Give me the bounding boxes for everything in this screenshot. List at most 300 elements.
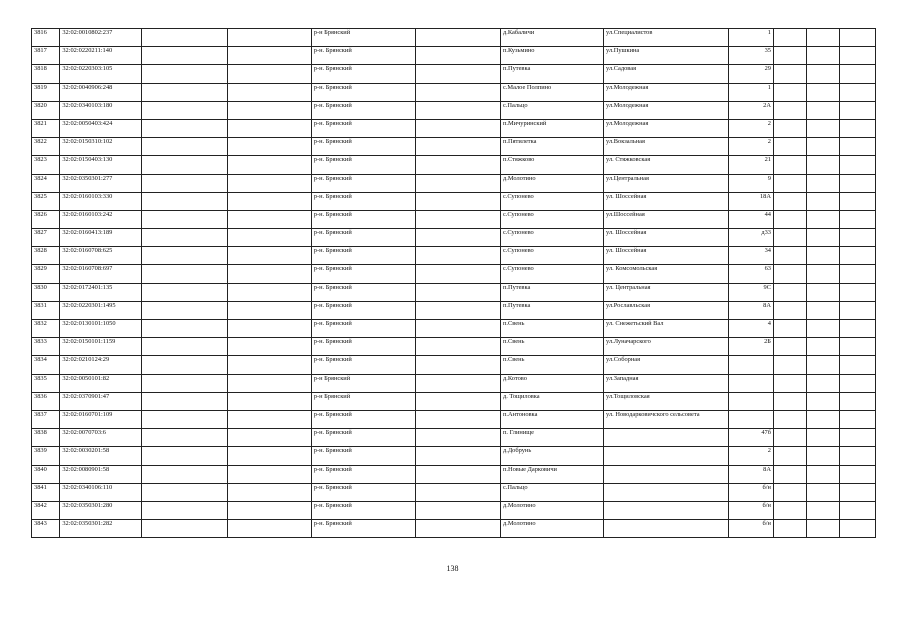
cell-empty (773, 47, 806, 65)
cell-row-number: 3830 (32, 283, 60, 301)
cell-street: ул.Специалистов (604, 29, 729, 47)
cell-house-number: б/н (728, 520, 773, 538)
table-row (32, 501, 876, 519)
cell-house-number: 47б (728, 429, 773, 447)
property-register-table (31, 28, 876, 538)
cell-empty (227, 83, 311, 101)
cell-house-number: 35 (728, 47, 773, 65)
cell-settlement: д.Добрунь (500, 447, 603, 465)
cell-row-number: 3823 (32, 156, 60, 174)
cell-empty (227, 392, 311, 410)
cell-settlement: п.Пятилетка (500, 138, 603, 156)
cell-empty (416, 47, 501, 65)
cell-street: ул. Стяжковская (604, 156, 729, 174)
cell-empty (141, 156, 227, 174)
cell-empty (227, 483, 311, 501)
cell-empty (839, 483, 875, 501)
cell-empty (806, 247, 839, 265)
cell-street: ул. Снежетьский Вал (604, 320, 729, 338)
cell-district: р-н. Брянский (311, 356, 415, 374)
table-row (32, 47, 876, 65)
cell-empty (773, 374, 806, 392)
cell-empty (839, 520, 875, 538)
cell-empty (806, 374, 839, 392)
cell-empty (806, 320, 839, 338)
cell-row-number: 3832 (32, 320, 60, 338)
cell-district: р-н. Брянский (311, 320, 415, 338)
cell-settlement: д. Тощиловка (500, 392, 603, 410)
cell-empty (227, 338, 311, 356)
cell-empty (416, 320, 501, 338)
cell-district: р-н. Брянский (311, 520, 415, 538)
cell-district: р-н. Брянский (311, 429, 415, 447)
cell-empty (227, 174, 311, 192)
cell-empty (773, 320, 806, 338)
table-row (32, 101, 876, 119)
cell-settlement: п.Новые Дарковичи (500, 465, 603, 483)
cell-empty (416, 501, 501, 519)
cell-district: р-н. Брянский (311, 301, 415, 319)
table-row (32, 283, 876, 301)
cell-empty (806, 429, 839, 447)
table-row (32, 247, 876, 265)
table-row (32, 119, 876, 137)
cell-settlement: п.Антоновка (500, 410, 603, 428)
cell-empty (773, 156, 806, 174)
cell-empty (773, 465, 806, 483)
cell-empty (141, 138, 227, 156)
cell-empty (839, 192, 875, 210)
cell-empty (839, 174, 875, 192)
cell-settlement: с.Супонево (500, 229, 603, 247)
cell-street: ул.Соборная (604, 356, 729, 374)
cell-house-number: 2Б (728, 338, 773, 356)
cell-empty (806, 265, 839, 283)
cell-settlement: п.Свень (500, 338, 603, 356)
cell-empty (773, 210, 806, 228)
cell-empty (839, 138, 875, 156)
cell-empty (806, 283, 839, 301)
cell-empty (227, 119, 311, 137)
table-row (32, 374, 876, 392)
cell-row-number: 3817 (32, 47, 60, 65)
cell-empty (227, 410, 311, 428)
cell-empty (773, 429, 806, 447)
cell-street: ул. Шоссейная (604, 192, 729, 210)
cell-cadastral-number: 32:02:0160103:330 (60, 192, 142, 210)
cell-street (604, 501, 729, 519)
cell-street: ул. Комсомольская (604, 265, 729, 283)
table-row (32, 156, 876, 174)
cell-street: ул.Садовая (604, 65, 729, 83)
cell-empty (141, 501, 227, 519)
cell-house-number: 9 (728, 174, 773, 192)
cell-empty (227, 356, 311, 374)
cell-district: р-н. Брянский (311, 501, 415, 519)
cell-district: р-н. Брянский (311, 174, 415, 192)
cell-empty (141, 229, 227, 247)
cell-settlement: п.Путевка (500, 65, 603, 83)
cell-empty (416, 447, 501, 465)
cell-row-number: 3819 (32, 83, 60, 101)
cell-cadastral-number: 32:02:0160103:242 (60, 210, 142, 228)
cell-empty (773, 247, 806, 265)
cell-row-number: 3826 (32, 210, 60, 228)
cell-empty (773, 338, 806, 356)
cell-empty (141, 101, 227, 119)
cell-district: р-н Брянский (311, 374, 415, 392)
cell-empty (227, 247, 311, 265)
cell-empty (806, 520, 839, 538)
cell-house-number: 44 (728, 210, 773, 228)
table-row (32, 465, 876, 483)
cell-empty (227, 465, 311, 483)
cell-empty (773, 65, 806, 83)
table-row (32, 265, 876, 283)
cell-empty (839, 247, 875, 265)
cell-street: ул.Тощиловская (604, 392, 729, 410)
cell-row-number: 3841 (32, 483, 60, 501)
cell-empty (773, 229, 806, 247)
table-row (32, 320, 876, 338)
cell-street: ул.Западная (604, 374, 729, 392)
cell-empty (839, 47, 875, 65)
cell-empty (227, 501, 311, 519)
cell-empty (773, 410, 806, 428)
cell-house-number: 63 (728, 265, 773, 283)
cell-empty (416, 119, 501, 137)
cell-street: ул. Центральная (604, 283, 729, 301)
cell-empty (227, 320, 311, 338)
cell-empty (141, 119, 227, 137)
cell-empty (227, 229, 311, 247)
table-row (32, 192, 876, 210)
cell-empty (141, 174, 227, 192)
cell-empty (839, 301, 875, 319)
cell-cadastral-number: 32:02:0130101:1050 (60, 320, 142, 338)
cell-empty (806, 138, 839, 156)
cell-row-number: 3820 (32, 101, 60, 119)
cell-empty (773, 483, 806, 501)
cell-row-number: 3816 (32, 29, 60, 47)
cell-district: р-н. Брянский (311, 65, 415, 83)
cell-empty (416, 374, 501, 392)
cell-empty (141, 247, 227, 265)
cell-cadastral-number: 32:02:0150310:102 (60, 138, 142, 156)
cell-empty (773, 101, 806, 119)
cell-empty (839, 356, 875, 374)
cell-district: р-н Брянский (311, 392, 415, 410)
cell-cadastral-number: 32:02:0220301:1495 (60, 301, 142, 319)
table-row (32, 520, 876, 538)
cell-empty (141, 192, 227, 210)
cell-cadastral-number: 32:02:0350301:282 (60, 520, 142, 538)
cell-empty (227, 374, 311, 392)
cell-settlement: д.Кабаличи (500, 29, 603, 47)
cell-empty (839, 265, 875, 283)
cell-cadastral-number: 32:02:0150403:130 (60, 156, 142, 174)
cell-row-number: 3831 (32, 301, 60, 319)
cell-row-number: 3838 (32, 429, 60, 447)
cell-house-number: д33 (728, 229, 773, 247)
cell-empty (839, 501, 875, 519)
cell-row-number: 3822 (32, 138, 60, 156)
cell-empty (806, 392, 839, 410)
cell-settlement: п.Путевка (500, 283, 603, 301)
cell-street: ул.Вокзальная (604, 138, 729, 156)
cell-district: р-н. Брянский (311, 156, 415, 174)
table-row (32, 174, 876, 192)
cell-row-number: 3839 (32, 447, 60, 465)
cell-cadastral-number: 32:02:0010802:237 (60, 29, 142, 47)
cell-empty (227, 29, 311, 47)
cell-street: ул.Луначарского (604, 338, 729, 356)
cell-empty (773, 392, 806, 410)
cell-street (604, 465, 729, 483)
page-number: 138 (446, 564, 459, 573)
cell-settlement: с.Супонево (500, 247, 603, 265)
cell-empty (839, 29, 875, 47)
cell-empty (806, 83, 839, 101)
cell-empty (141, 320, 227, 338)
cell-district: р-н. Брянский (311, 192, 415, 210)
cell-empty (806, 356, 839, 374)
cell-empty (806, 501, 839, 519)
cell-house-number: 9С (728, 283, 773, 301)
cell-district: р-н. Брянский (311, 247, 415, 265)
cell-empty (839, 374, 875, 392)
cell-house-number: 2А (728, 101, 773, 119)
table-row (32, 410, 876, 428)
cell-empty (806, 229, 839, 247)
cell-cadastral-number: 32:02:0350301:280 (60, 501, 142, 519)
cell-house-number: 2 (728, 119, 773, 137)
cell-empty (227, 429, 311, 447)
cell-empty (839, 465, 875, 483)
cell-empty (141, 392, 227, 410)
table-row (32, 29, 876, 47)
cell-empty (839, 119, 875, 137)
cell-empty (141, 520, 227, 538)
cell-district: р-н. Брянский (311, 229, 415, 247)
table-row (32, 429, 876, 447)
cell-district: р-н. Брянский (311, 338, 415, 356)
cell-settlement: п. Глинище (500, 429, 603, 447)
cell-house-number: 1 (728, 83, 773, 101)
cell-empty (806, 338, 839, 356)
cell-empty (141, 47, 227, 65)
cell-empty (141, 429, 227, 447)
table-row (32, 356, 876, 374)
cell-empty (141, 29, 227, 47)
cell-district: р-н Брянский (311, 29, 415, 47)
cell-empty (141, 283, 227, 301)
cell-cadastral-number: 32:02:0160701:109 (60, 410, 142, 428)
cell-cadastral-number: 32:02:0220303:105 (60, 65, 142, 83)
table-row (32, 65, 876, 83)
cell-empty (806, 65, 839, 83)
cell-district: р-н. Брянский (311, 119, 415, 137)
cell-empty (806, 301, 839, 319)
cell-house-number: б/н (728, 501, 773, 519)
cell-cadastral-number: 32:02:0340106:110 (60, 483, 142, 501)
cell-empty (416, 483, 501, 501)
cell-cadastral-number: 32:02:0030201:58 (60, 447, 142, 465)
cell-empty (416, 101, 501, 119)
cell-cadastral-number: 32:02:0080901:58 (60, 465, 142, 483)
cell-empty (806, 29, 839, 47)
cell-empty (416, 65, 501, 83)
cell-empty (806, 410, 839, 428)
cell-empty (416, 338, 501, 356)
cell-empty (773, 301, 806, 319)
cell-empty (839, 283, 875, 301)
cell-cadastral-number: 32:02:0160413:189 (60, 229, 142, 247)
cell-cadastral-number: 32:02:0160708:697 (60, 265, 142, 283)
cell-row-number: 3833 (32, 338, 60, 356)
cell-settlement: д.Молотино (500, 501, 603, 519)
cell-empty (806, 174, 839, 192)
cell-house-number: 34 (728, 247, 773, 265)
cell-empty (416, 392, 501, 410)
cell-empty (227, 301, 311, 319)
cell-empty (416, 174, 501, 192)
cell-empty (806, 447, 839, 465)
cell-house-number (728, 410, 773, 428)
cell-empty (773, 192, 806, 210)
cell-empty (141, 83, 227, 101)
cell-cadastral-number: 32:02:0340103:180 (60, 101, 142, 119)
cell-house-number: 2 (728, 138, 773, 156)
cell-empty (773, 119, 806, 137)
cell-empty (839, 429, 875, 447)
cell-cadastral-number: 32:02:0040906:248 (60, 83, 142, 101)
cell-settlement: с.Супонево (500, 265, 603, 283)
cell-empty (773, 520, 806, 538)
table-row (32, 138, 876, 156)
cell-empty (416, 156, 501, 174)
cell-empty (806, 192, 839, 210)
cell-street (604, 520, 729, 538)
cell-house-number: 21 (728, 156, 773, 174)
cell-empty (773, 83, 806, 101)
cell-settlement: п.Путевка (500, 301, 603, 319)
cell-row-number: 3843 (32, 520, 60, 538)
cell-empty (416, 247, 501, 265)
cell-house-number: 18А (728, 192, 773, 210)
cell-cadastral-number: 32:02:0220211:140 (60, 47, 142, 65)
cell-empty (773, 29, 806, 47)
cell-district: р-н. Брянский (311, 483, 415, 501)
cell-empty (227, 138, 311, 156)
cell-settlement: д.Молотино (500, 520, 603, 538)
table-row (32, 210, 876, 228)
cell-street: ул.Молодежная (604, 119, 729, 137)
cell-house-number: 1 (728, 29, 773, 47)
cell-empty (806, 210, 839, 228)
cell-district: р-н. Брянский (311, 138, 415, 156)
cell-empty (227, 447, 311, 465)
cell-district: р-н. Брянский (311, 283, 415, 301)
cell-empty (141, 465, 227, 483)
cell-empty (839, 229, 875, 247)
cell-district: р-н. Брянский (311, 101, 415, 119)
cell-settlement: с.Супонево (500, 192, 603, 210)
cell-settlement: с.Супонево (500, 210, 603, 228)
cell-empty (416, 410, 501, 428)
cell-empty (416, 301, 501, 319)
cell-empty (839, 410, 875, 428)
cell-house-number: 8А (728, 465, 773, 483)
cell-empty (416, 283, 501, 301)
cell-empty (141, 447, 227, 465)
cell-settlement: с.Пальцо (500, 483, 603, 501)
cell-cadastral-number: 32:02:0350301:277 (60, 174, 142, 192)
table-row (32, 447, 876, 465)
cell-cadastral-number: 32:02:0050403:424 (60, 119, 142, 137)
cell-empty (141, 210, 227, 228)
cell-empty (141, 410, 227, 428)
cell-street: ул. Новодарковичского сельсовета (604, 410, 729, 428)
cell-settlement: п.Свень (500, 320, 603, 338)
cell-empty (839, 210, 875, 228)
cell-empty (773, 356, 806, 374)
cell-empty (773, 283, 806, 301)
cell-empty (416, 210, 501, 228)
cell-empty (227, 65, 311, 83)
cell-settlement: п.Стяжково (500, 156, 603, 174)
cell-empty (141, 265, 227, 283)
cell-row-number: 3821 (32, 119, 60, 137)
cell-street: ул. Шоссейная (604, 229, 729, 247)
cell-cadastral-number: 32:02:0172401:135 (60, 283, 142, 301)
cell-empty (839, 156, 875, 174)
cell-street: ул.Центральная (604, 174, 729, 192)
cell-street (604, 483, 729, 501)
cell-house-number: 2 (728, 447, 773, 465)
cell-row-number: 3840 (32, 465, 60, 483)
cell-cadastral-number: 32:02:0370901:47 (60, 392, 142, 410)
cell-empty (141, 338, 227, 356)
cell-row-number: 3825 (32, 192, 60, 210)
table-row (32, 229, 876, 247)
cell-empty (839, 320, 875, 338)
cell-district: р-н. Брянский (311, 410, 415, 428)
cell-street: ул.Рославльская (604, 301, 729, 319)
cell-empty (141, 374, 227, 392)
cell-empty (806, 47, 839, 65)
cell-empty (416, 265, 501, 283)
cell-empty (839, 83, 875, 101)
table-row (32, 392, 876, 410)
cell-district: р-н. Брянский (311, 465, 415, 483)
cell-row-number: 3837 (32, 410, 60, 428)
cell-settlement: д.Молотино (500, 174, 603, 192)
cell-empty (806, 101, 839, 119)
cell-empty (416, 192, 501, 210)
cell-empty (773, 138, 806, 156)
table-row (32, 338, 876, 356)
cell-empty (839, 338, 875, 356)
cell-empty (416, 465, 501, 483)
cell-cadastral-number: 32:02:0070703:6 (60, 429, 142, 447)
cell-cadastral-number: 32:02:0050101:82 (60, 374, 142, 392)
cell-empty (227, 520, 311, 538)
cell-house-number (728, 392, 773, 410)
cell-street: ул.Молодежная (604, 83, 729, 101)
cell-empty (773, 501, 806, 519)
cell-empty (227, 101, 311, 119)
